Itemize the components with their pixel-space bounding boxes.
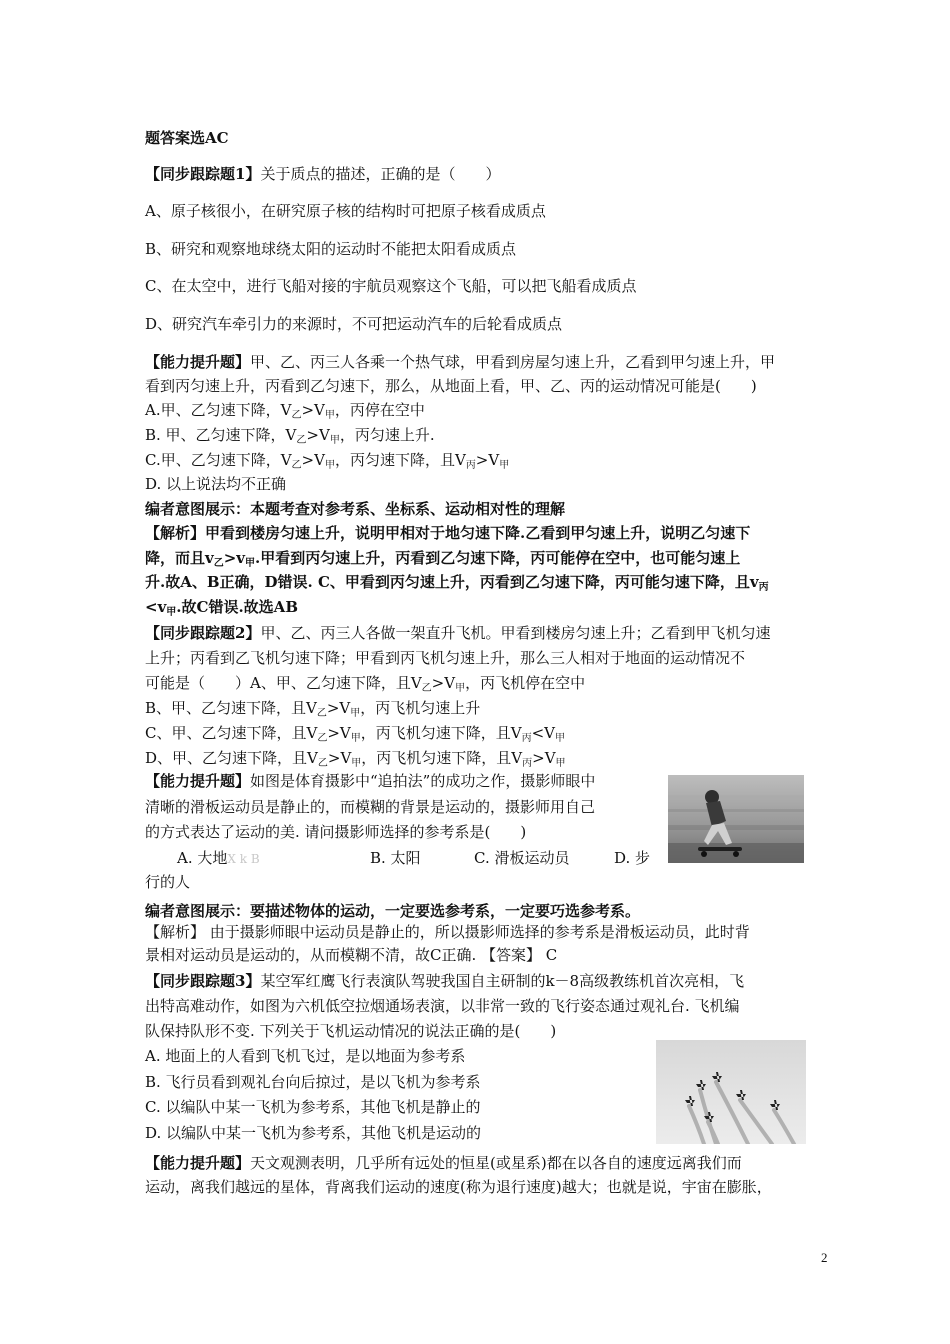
subscript: 乙	[316, 708, 327, 719]
question-5-stem-cont: 出特高难动作，如图为六机低空拉烟通场表演，以非常一致的飞行姿态通过观礼台. 飞机编	[145, 997, 740, 1015]
subscript: 丙	[758, 582, 769, 593]
subscript: 乙	[291, 410, 302, 421]
question-5-stem-cont: 队保持队形不变. 下列关于飞机运动情况的说法正确的是( )	[145, 1022, 557, 1040]
subscript: 丙	[521, 733, 532, 744]
text: >V	[301, 451, 325, 469]
subscript: 甲	[324, 460, 335, 471]
text: A.甲、乙匀速下降，V	[145, 401, 292, 419]
question-text: 如图是体育摄影中“追拍法”的成功之作，摄影师眼中	[250, 772, 596, 790]
analysis-line: 【解析】甲看到楼房匀速上升，说明甲相对于地匀速下降.乙看到甲匀速上升，说明乙匀速下	[145, 524, 751, 542]
text: >V	[301, 401, 325, 419]
text: ，丙匀速下降，且V	[334, 451, 466, 469]
text: >V	[306, 426, 330, 444]
question-6-stem-cont: 运动，离我们越远的星体，背离我们运动的速度(称为退行速度)越大；也就是说，宇宙在膨胀，	[145, 1178, 772, 1196]
text: A. 大地	[177, 849, 228, 867]
option-d: D. 以编队中某一飞机为参考系，其他飞机是运动的	[145, 1124, 482, 1142]
text: C.甲、乙匀速下降，V	[145, 451, 292, 469]
analysis-line: 【解析】 由于摄影师眼中运动员是静止的，所以摄影师选择的参考系是滑板运动员，此时背	[145, 923, 750, 941]
text: >v	[223, 549, 246, 567]
text: >V	[431, 674, 456, 692]
subscript: 乙	[421, 683, 432, 694]
text: .故C错误.故选AB	[176, 598, 298, 616]
text: >V	[327, 749, 352, 767]
subscript: 甲	[324, 410, 335, 421]
text: B、甲、乙匀速下降，且V	[145, 699, 317, 717]
subscript: 乙	[291, 460, 302, 471]
question-3-stem	[145, 621, 770, 645]
subscript: 甲	[455, 683, 466, 694]
text: <v	[145, 598, 167, 616]
option-b: B. 飞行员看到观礼台向后掠过，是以飞机为参考系	[145, 1073, 481, 1091]
text: >V	[532, 749, 556, 767]
subscript: 甲	[554, 733, 565, 744]
skateboarder-figure	[668, 775, 804, 863]
editor-intent: 编者意图展示：本题考查对参考系、坐标系、运动相对性的理解	[145, 500, 566, 518]
question-text: 甲、乙、丙三人各做一架直升飞机。甲看到楼房匀速上升；乙看到甲飞机匀速	[260, 624, 771, 642]
text: >V	[326, 699, 351, 717]
subscript: 乙	[317, 733, 328, 744]
text: C、甲、乙匀速下降，且V	[145, 724, 318, 742]
question-tag: 【同步跟踪题3】	[145, 972, 261, 990]
subscript: 丙	[465, 460, 476, 471]
subscript: 乙	[213, 558, 224, 569]
option-d-cont: 行的人	[145, 873, 191, 891]
question-tag: 【同步跟踪题2】	[145, 624, 261, 642]
text: 升.故A、B正确，D错误. C、甲看到丙匀速上升，丙看到乙匀速下降，丙可能匀速下降，且v	[145, 573, 759, 591]
text: .甲看到丙匀速上升，丙看到乙匀速下降，丙可能停在空中，也可能匀速上	[255, 549, 741, 567]
text: ，丙飞机匀速上升	[360, 699, 481, 717]
text: 降，而且v	[145, 549, 214, 567]
question-3-stem-cont: 上升；丙看到乙飞机匀速下降；甲看到丙飞机匀速上升，那么三人相对于地面的运动情况不	[145, 649, 746, 667]
option-c: C. 以编队中某一飞机为参考系，其他飞机是静止的	[145, 1098, 481, 1116]
question-4-stem-cont: 清晰的滑板运动员是静止的，而模糊的背景是运动的，摄影师用自己	[145, 798, 596, 816]
option-d: D. 步	[614, 849, 651, 867]
question-2-stem-cont: 看到丙匀速上升，丙看到乙匀速下，那么，从地面上看，甲、乙、丙的运动情况可能是( )	[145, 377, 757, 395]
question-5-stem	[145, 969, 744, 993]
text: 可能是（ ）A、甲、乙匀速下降，且V	[145, 674, 422, 692]
page-number: 2	[821, 1250, 828, 1265]
subscript: 甲	[499, 460, 510, 471]
watermark-text: X k B	[227, 852, 260, 866]
subscript: 丙	[522, 758, 533, 769]
text: ，丙匀速上升.	[339, 426, 435, 444]
text: >V	[327, 724, 351, 742]
option-c: C. 滑板运动员	[474, 849, 570, 867]
question-2-stem	[145, 350, 775, 374]
skateboarder-photo	[668, 775, 804, 863]
subscript: 乙	[296, 435, 307, 446]
question-tag: 【能力提升题】	[145, 1154, 251, 1172]
aircraft-formation-figure	[656, 1040, 806, 1144]
question-tag: 【能力提升题】	[145, 772, 251, 790]
option-a: A. 地面上的人看到飞机飞过，是以地面为参考系	[145, 1047, 466, 1065]
option-a: A、原子核很小，在研究原子核的结构时可把原子核看成质点	[145, 202, 546, 220]
subscript: 甲	[350, 733, 361, 744]
option-c: C、在太空中，进行飞船对接的宇航员观察这个飞船，可以把飞船看成质点	[145, 277, 637, 295]
question-4-stem	[145, 769, 595, 793]
text: >V	[475, 451, 500, 469]
text: B. 甲、乙匀速下降，V	[145, 426, 297, 444]
option-b: B、研究和观察地球绕太阳的运动时不能把太阳看成质点	[145, 240, 517, 258]
subscript: 甲	[351, 758, 362, 769]
option-b: B. 太阳	[370, 849, 421, 867]
subscript: 甲	[329, 435, 340, 446]
question-text: 天文观测表明，几乎所有远处的恒星(或星系)都在以各自的速度远离我们而	[250, 1154, 742, 1172]
editor-intent: 编者意图展示：要描述物体的运动，一定要选参考系，一定要巧选参考系。	[145, 902, 641, 920]
question-1-stem	[145, 162, 500, 186]
subscript: 甲	[555, 758, 566, 769]
subscript: 甲	[245, 558, 256, 569]
question-text: 甲、乙、丙三人各乘一个热气球，甲看到房屋匀速上升，乙看到甲匀速上升，甲	[250, 353, 776, 371]
text: ，丙飞机匀速下降，且V	[360, 724, 522, 742]
subscript: 甲	[350, 708, 361, 719]
question-text: 关于质点的描述，正确的是（ ）	[260, 165, 501, 183]
question-tag: 【能力提升题】	[145, 353, 251, 371]
text: ，丙飞机匀速下降，且V	[361, 749, 523, 767]
option-d: D、研究汽车牵引力的来源时，不可把运动汽车的后轮看成质点	[145, 315, 563, 333]
question-text: 某空军红鹰飞行表演队驾驶我国自主研制的k－8高级教练机首次亮相，飞	[260, 972, 745, 990]
aircraft-formation-photo	[656, 1040, 806, 1144]
subscript: 乙	[317, 758, 328, 769]
question-6-stem	[145, 1151, 742, 1175]
answer-line: 题答案选AC	[145, 129, 229, 147]
subscript: 甲	[166, 607, 177, 618]
question-4-stem-cont: 的方式表达了运动的美. 请问摄影师选择的参考系是( )	[145, 823, 527, 841]
option-a	[177, 846, 260, 871]
text: <V	[531, 724, 555, 742]
analysis-line: 景相对运动员是运动的，从而模糊不清，故C正确. 【答案】 C	[145, 946, 558, 964]
text: ，丙停在空中	[334, 401, 425, 419]
question-tag: 【同步跟踪题1】	[145, 165, 261, 183]
option-d: D. 以上说法均不正确	[145, 475, 287, 493]
text: ，丙飞机停在空中	[465, 674, 586, 692]
text: D、甲、乙匀速下降，且V	[145, 749, 318, 767]
